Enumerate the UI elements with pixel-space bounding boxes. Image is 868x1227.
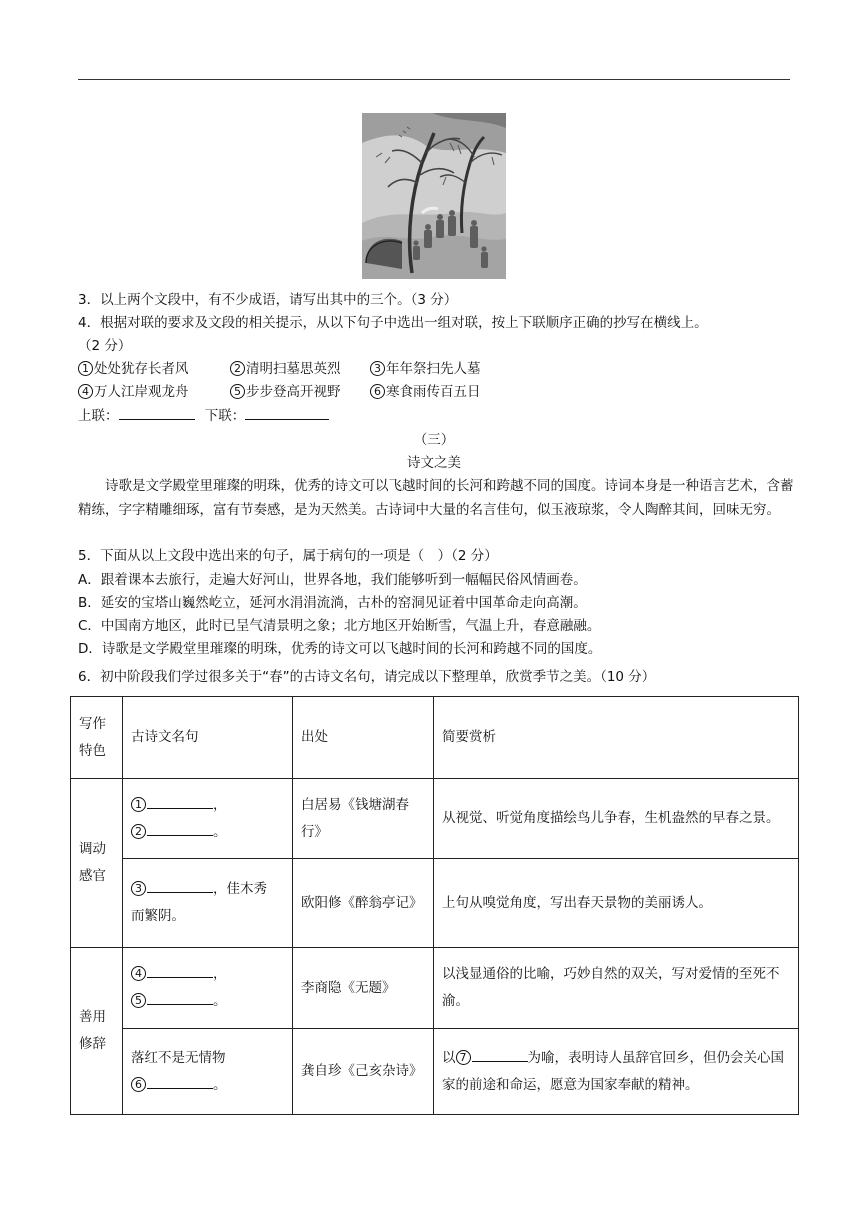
upper-couplet-label: 上联： — [78, 408, 119, 424]
header-rule — [78, 79, 790, 80]
analysis-cell: 从视觉、听觉角度描绘鸟儿争春，生机盎然的早春之景。 — [434, 779, 799, 859]
lower-couplet-blank[interactable] — [245, 405, 329, 420]
couplet-option: 6 寒食雨传百五日 — [370, 381, 481, 403]
couplet-option: 1 处处犹存长者风 — [78, 358, 230, 380]
header-quote: 古诗文名句 — [123, 697, 293, 779]
couplet-options-row-1 — [78, 358, 481, 380]
quote-cell: 3 ，佳木秀 而繁阴。 — [123, 859, 293, 948]
couplet-option: 2 清明扫墓思英烈 — [230, 358, 370, 380]
question-3: 3．以上两个文段中，有不少成语，请写出其中的三个。（3 分） — [78, 292, 458, 308]
feature-senses: 调动感官 — [71, 779, 123, 948]
couplet-option: 3 年年祭扫先人墓 — [370, 358, 481, 380]
answer-blank-7[interactable] — [472, 1047, 528, 1062]
table-row — [71, 859, 799, 948]
source-cell: 欧阳修《醉翁亭记》 — [293, 859, 434, 948]
question-5-option-b: B．延安的宝塔山巍然屹立，延河水涓涓流淌，古朴的窑洞见证着中国革命走向高潮。 — [78, 595, 587, 611]
question-5-option-c: C．中国南方地区，此时已呈气清景明之象；北方地区开始断雪，气温上升，春意融融。 — [78, 618, 601, 634]
question-4-stem: 4．根据对联的要求及文段的相关提示，从以下句子中选出一组对联，按上下联顺序正确的抄写在横线上。 — [78, 315, 708, 331]
section-title: 诗文之美 — [407, 455, 461, 471]
answer-blank-2[interactable] — [147, 821, 213, 836]
question-5-option-d: D．诗歌是文学殿堂里璀璨的明珠，优秀的诗文可以飞越时间的长河和跨越不同的国度。 — [78, 641, 602, 657]
answer-blank-5[interactable] — [147, 990, 213, 1005]
question-4-points: （2 分） — [78, 338, 132, 354]
question-5-stem: 5．下面从以上文段中选出来的句子，属于病句的一项是（ ）（2 分） — [78, 548, 498, 564]
header-source: 出处 — [293, 697, 434, 779]
table-row — [71, 1029, 799, 1115]
source-cell: 白居易《钱塘湖春行》 — [293, 779, 434, 859]
spring-poems-table — [70, 696, 799, 1115]
answer-blank-1[interactable] — [147, 794, 213, 809]
question-6-stem: 6．初中阶段我们学过很多关于“春”的古诗文名句，请完成以下整理单，欣赏季节之美。（10 分） — [78, 669, 656, 685]
table-row — [71, 779, 799, 859]
table-header-row — [71, 697, 799, 779]
couplet-answer-line — [78, 405, 329, 427]
answer-blank-4[interactable] — [147, 963, 213, 978]
analysis-cell: 以浅显通俗的比喻，巧妙自然的双关，写对爱情的至死不渝。 — [434, 948, 799, 1029]
ink-painting-illustration — [362, 113, 506, 279]
section-number: （三） — [413, 432, 455, 448]
analysis-cell: 上句从嗅觉角度，写出春天景物的美丽诱人。 — [434, 859, 799, 948]
table-row — [71, 948, 799, 1029]
answer-blank-6[interactable] — [147, 1074, 213, 1089]
passage: 诗歌是文学殿堂里璀璨的明珠，优秀的诗文可以飞越时间的长河和跨越不同的国度。诗词本身是一种语言艺术，含蓄精练，字字精雕细琢，富有节奏感，是为天然美。古诗词中大量的名言佳句，似玉液琼浆，令人陶醉其间，回味无穷。 — [78, 478, 794, 518]
analysis-cell: 以 7 为喻，表明诗人虽辞官回乡，但仍会关心国家的前途和命运，愿意为国家奉献的精神。 — [434, 1029, 799, 1115]
answer-blank-3[interactable] — [147, 878, 213, 893]
quote-cell: 4 ， 5 。 — [123, 948, 293, 1029]
couplet-option: 5 步步登高开视野 — [230, 381, 370, 403]
header-feature: 写作特色 — [71, 697, 123, 779]
source-cell: 龚自珍《己亥杂诗》 — [293, 1029, 434, 1115]
question-5-option-a: A．跟着课本去旅行，走遍大好河山，世界各地，我们能够听到一幅幅民俗风情画卷。 — [78, 572, 587, 588]
upper-couplet-blank[interactable] — [119, 405, 195, 420]
quote-cell: 落红不是无情物 6 。 — [123, 1029, 293, 1115]
header-analysis: 简要赏析 — [434, 697, 799, 779]
feature-rhetoric: 善用修辞 — [71, 948, 123, 1115]
lower-couplet-label: 下联： — [204, 408, 246, 424]
source-cell: 李商隐《无题》 — [293, 948, 434, 1029]
couplet-option: 4 万人江岸观龙舟 — [78, 381, 230, 403]
quote-cell: 1 ， 2 。 — [123, 779, 293, 859]
couplet-options-row-2 — [78, 381, 481, 403]
